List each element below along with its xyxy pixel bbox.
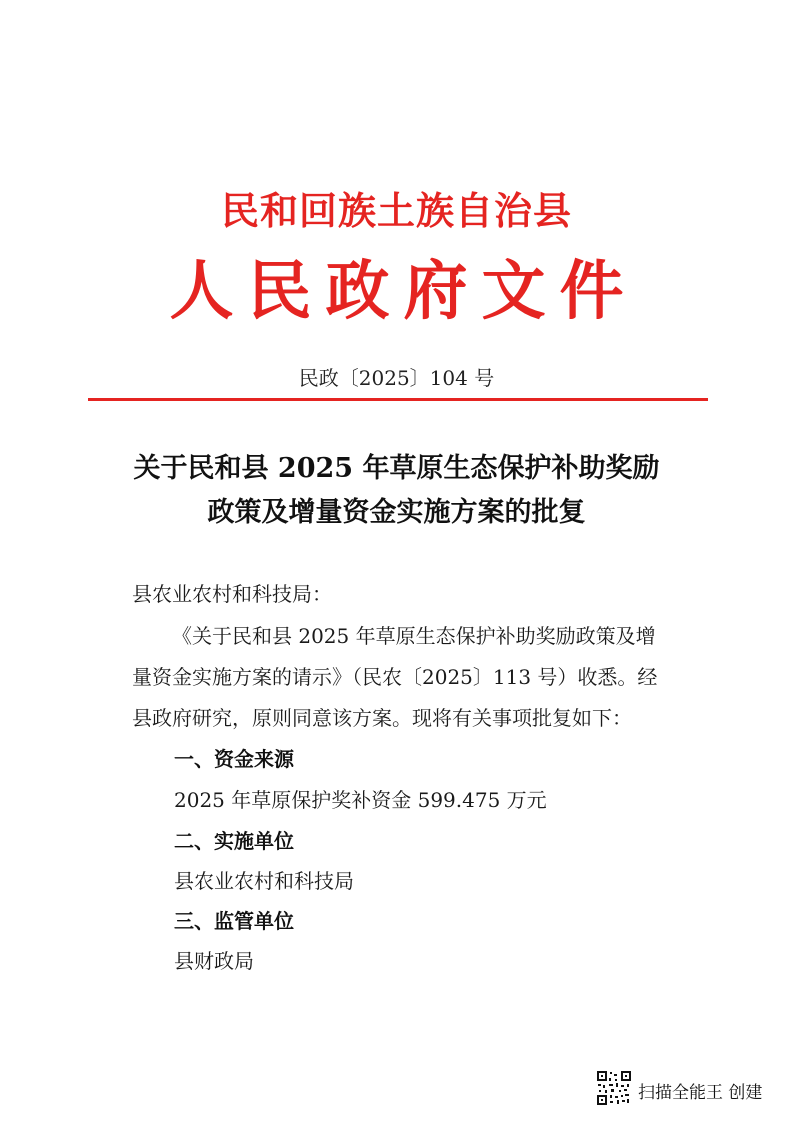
recipient: 县农业农村和科技局：: [132, 582, 332, 606]
section-heading-supervising-unit: 三、监管单位: [174, 909, 294, 933]
section-content-implementing-unit: 县农业农村和科技局: [174, 869, 354, 893]
red-divider: [88, 398, 708, 401]
paragraph-line: 《关于民和县 2025 年草原生态保护补助奖励政策及增: [172, 624, 656, 648]
issuer-name: 民和回族土族自治县: [220, 188, 572, 233]
paragraph-line: 量资金实施方案的请示》（民农〔2025〕113 号）收悉。经: [132, 665, 658, 689]
document-title-line1: 关于民和县 2025 年草原生态保护补助奖励: [133, 453, 660, 484]
qr-code-icon: [596, 1070, 632, 1106]
section-heading-implementing-unit: 二、实施单位: [174, 829, 294, 853]
paragraph-line: 县政府研究，原则同意该方案。现将有关事项批复如下：: [132, 706, 632, 730]
document-number: 民政〔2025〕104 号: [298, 366, 495, 390]
section-content-supervising-unit: 县财政局: [174, 949, 254, 973]
section-content-funding-source: 2025 年草原保护奖补资金 599.475 万元: [174, 788, 547, 812]
document-title-line2: 政策及增量资金实施方案的批复: [207, 497, 586, 528]
section-heading-funding-source: 一、资金来源: [174, 747, 294, 771]
scanner-watermark: [596, 1070, 786, 1110]
scanner-app-label: 扫描全能王 创建: [638, 1083, 763, 1103]
document-type-heading: 人民政府文件: [169, 254, 638, 329]
